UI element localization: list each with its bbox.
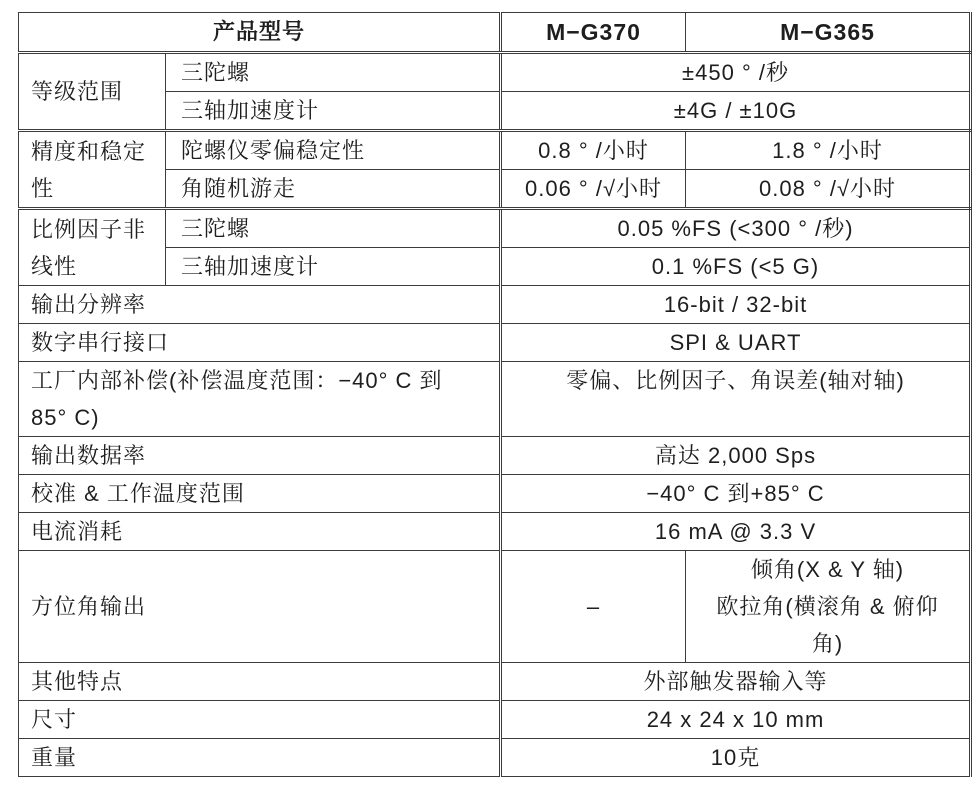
output-data-rate-label: 输出数据率 (19, 437, 501, 475)
orientation-tilt-item: 倾角(X & Y 轴) (750, 557, 905, 582)
orientation-euler-item: 欧拉角(横滚角 & 俯仰角) (716, 594, 939, 656)
bias-stability-g365: 1.8 ° /小时 (686, 131, 971, 170)
grade-range-gyro-label: 三陀螺 (166, 53, 501, 92)
nonlinearity-gyro-label: 三陀螺 (166, 209, 501, 248)
spec-comparison-table (18, 12, 972, 777)
grade-range-accel-value: ±4G / ±10G (501, 92, 971, 131)
factory-compensation-value: 零偏、比例因子、角误差(轴对轴) (501, 362, 971, 437)
output-data-rate-value: 高达 2,000 Sps (501, 437, 971, 475)
orientation-output-g365 (686, 551, 971, 663)
serial-interface-value: SPI & UART (501, 324, 971, 362)
orientation-output-label: 方位角输出 (19, 551, 501, 663)
serial-interface-row (19, 324, 971, 362)
orientation-output-row (19, 551, 971, 663)
nonlinearity-gyro-value: 0.05 %FS (<300 ° /秒) (501, 209, 971, 248)
grade-range-gyro-row (19, 53, 971, 92)
bias-stability-label: 陀螺仪零偏稳定性 (166, 131, 501, 170)
spec-table-container (18, 12, 973, 777)
current-consumption-value: 16 mA @ 3.3 V (501, 513, 971, 551)
output-resolution-label: 输出分辨率 (19, 286, 501, 324)
table-header-row (19, 13, 971, 53)
model-g370-header: M−G370 (501, 13, 686, 53)
factory-compensation-row (19, 362, 971, 437)
angle-random-walk-g365: 0.08 ° /√小时 (686, 170, 971, 209)
orientation-output-g370: – (501, 551, 686, 663)
serial-interface-label: 数字串行接口 (19, 324, 501, 362)
nonlinearity-label: 比例因子非线性 (19, 209, 166, 286)
other-features-row (19, 663, 971, 701)
other-features-label: 其他特点 (19, 663, 501, 701)
angle-random-walk-label: 角随机游走 (166, 170, 501, 209)
output-resolution-value: 16-bit / 32-bit (501, 286, 971, 324)
nonlinearity-accel-value: 0.1 %FS (<5 G) (501, 248, 971, 286)
current-consumption-row (19, 513, 971, 551)
weight-row (19, 739, 971, 777)
grade-range-label: 等级范围 (19, 53, 166, 131)
weight-label: 重量 (19, 739, 501, 777)
weight-value: 10克 (501, 739, 971, 777)
output-resolution-row (19, 286, 971, 324)
model-g365-header: M−G365 (686, 13, 971, 53)
dimensions-label: 尺寸 (19, 701, 501, 739)
bias-stability-g370: 0.8 ° /小时 (501, 131, 686, 170)
nonlinearity-gyro-row (19, 209, 971, 248)
current-consumption-label: 电流消耗 (19, 513, 501, 551)
other-features-value: 外部触发器输入等 (501, 663, 971, 701)
output-data-rate-row (19, 437, 971, 475)
grade-range-gyro-value: ±450 ° /秒 (501, 53, 971, 92)
calibration-temp-range-value: −40° C 到+85° C (501, 475, 971, 513)
factory-compensation-label: 工厂内部补偿(补偿温度范围：−40° C 到 85° C) (19, 362, 501, 437)
accuracy-stability-label: 精度和稳定性 (19, 131, 166, 209)
grade-range-accel-label: 三轴加速度计 (166, 92, 501, 131)
bias-stability-row (19, 131, 971, 170)
calibration-temp-range-row (19, 475, 971, 513)
calibration-temp-range-label: 校准 & 工作温度范围 (19, 475, 501, 513)
nonlinearity-accel-label: 三轴加速度计 (166, 248, 501, 286)
product-model-header: 产品型号 (19, 13, 501, 53)
dimensions-row (19, 701, 971, 739)
angle-random-walk-g370: 0.06 ° /√小时 (501, 170, 686, 209)
dimensions-value: 24 x 24 x 10 mm (501, 701, 971, 739)
